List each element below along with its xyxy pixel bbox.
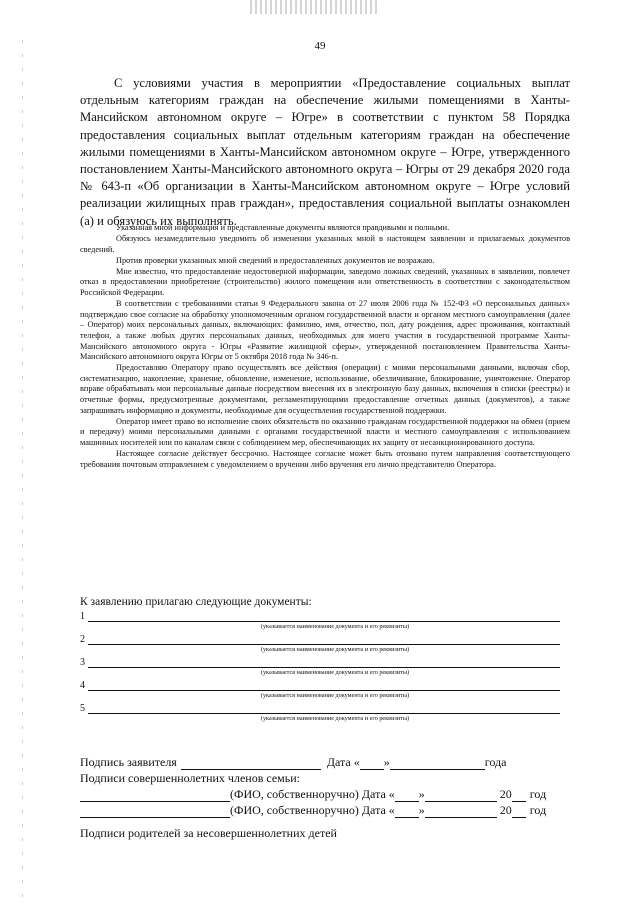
applicant-signature-label: Подпись заявителя — [80, 755, 177, 769]
intro-paragraph: С условиями участия в мероприятии «Предоставление социальных выплат отдельным категориям граждан на обеспечение жилыми помещениями в Ханты-Мансийском автономном округе – Югре» в соответствии с пунктом 58 Порядка предоставления социальных выплат отдельным категориям граждан на обеспечение жилыми помещениями в Ханты-Мансийском автономном округе – Югре, утвержденного постановлением Ханты-Мансийского автономного округа – Югры от 29 декабря 2020 года № 643-п «Об организации в Ханты-Мансийском автономном округе – Югре условий реализации жилищных прав граждан», предоставления социальной выплаты ознакомлен (а) и обязуюсь их выполнять. — [80, 76, 570, 228]
signature-section — [80, 754, 560, 818]
document-row — [80, 656, 560, 668]
consent-paragraph: Оператор имеет право во исполнение своих обязательств по оказанию гражданам государственной поддержки на обмен (прием и передачу) моими персональными данными с органами государственной власти и местного самоуправления с использованием машинных носителей или по каналам связи с соблюдением мер, обеспечивающих их защиту от несанкционированного доступа. — [80, 416, 570, 447]
document-hint: (указывается наименование документа и его реквизиты) — [260, 646, 410, 653]
document-hint: (указывается наименование документа и его реквизиты) — [260, 669, 410, 676]
date-month-line[interactable] — [425, 805, 497, 818]
consent-paragraph: Предоставляю Оператору право осуществлять все действия (операции) с моими персональными данными, включая сбор, систематизацию, накопление, хранение, обновление, изменение, использование, обезличивание, блокирование, уничтожение. Оператор вправе обрабатывать мои персональные данные посредством внесения их в электронную базу данных, включения в списки (реестры) и отчетные формы, предусмотренные документами, регламентирующими предоставление отчетных данных (документов), а также запрашивать информацию и документы, необходимые для осуществления государственной поддержки. — [80, 363, 570, 415]
consent-paragraph: Против проверки указанных мной сведений и предоставленных документов не возражаю. — [116, 255, 435, 265]
year-suffix-line[interactable] — [512, 789, 526, 802]
fio-label: (ФИО, собственноручно) Дата « — [230, 787, 395, 801]
document-row — [80, 610, 560, 622]
consent-paragraph: Обязуюсь незамедлительно уведомить об изменении указанных мной в настоящем заявлении и прилагаемых документов сведений. — [80, 234, 570, 254]
document-number: 5 — [80, 703, 85, 714]
applicant-signature-row — [80, 754, 560, 770]
document-input-line[interactable] — [88, 703, 560, 714]
year-prefix: 20 — [499, 787, 512, 801]
consent-section — [80, 223, 570, 471]
consent-paragraph: Указанная мной информация и представленные документы являются правдивыми и полными. — [116, 223, 450, 232]
date-quote-close: » — [383, 755, 390, 769]
year-prefix: 20 — [499, 803, 512, 817]
attachments-section — [80, 596, 560, 725]
date-month-line[interactable] — [390, 757, 485, 770]
date-quote-close: » — [418, 787, 425, 801]
parents-signature-label: Подписи родителей за несовершеннолетних детей — [80, 826, 337, 840]
consent-paragraph: Настоящее согласие действует бессрочно. Настоящее согласие может быть отозвано путем направления соответствующего требования почтовым отправлением с уведомлением о вручении либо вручения его лично представителю Оператора. — [80, 448, 570, 469]
year-suffix-line[interactable] — [512, 805, 526, 818]
document-number: 4 — [80, 680, 85, 691]
scan-artifact — [250, 0, 380, 14]
date-day-line[interactable] — [360, 757, 384, 770]
document-number: 2 — [80, 634, 85, 645]
family-signatures-label: Подписи совершеннолетних членов семьи: — [80, 771, 300, 785]
document-hint: (указывается наименование документа и его реквизиты) — [260, 623, 410, 630]
attachments-heading: К заявлению прилагаю следующие документы: — [80, 596, 312, 608]
applicant-signature-line[interactable] — [181, 757, 321, 770]
year-label-short: год — [529, 787, 547, 801]
document-input-line[interactable] — [88, 634, 560, 645]
date-day-line[interactable] — [395, 805, 419, 818]
date-label: Дата « — [326, 755, 360, 769]
date-quote-close: » — [418, 803, 425, 817]
document-row — [80, 679, 560, 691]
document-input-line[interactable] — [88, 611, 560, 622]
family-signature-row — [80, 786, 560, 802]
year-label: года — [484, 755, 507, 769]
binding-holes — [22, 40, 23, 900]
consent-paragraph: В соответствии с требованиями статьи 9 Федерального закона от 27 июля 2006 года № 152-ФЗ «О персональных данных» подтверждаю свое согласие на обработку уполномоченным органом государственной власти и органом местного самоуправления (далее – Оператор) моих персональных данных, включающих: фамилию, имя, отчество, пол, дату рождения, адрес проживания, контактный телефон, а также любых других персональных данных, необходимых для моего участия в государственной программе Ханты-Мансийского автономного округа - Югры «Развитие жилищной сферы», утвержденной постановлением Правительства Ханты-Мансийского автономного округа Югры от 5 октября 2018 года № 346-п. — [80, 299, 570, 362]
family-signature-row — [80, 802, 560, 818]
fio-label: (ФИО, собственноручно) Дата « — [230, 803, 395, 817]
document-input-line[interactable] — [88, 680, 560, 691]
document-row — [80, 702, 560, 714]
year-label-short: год — [529, 803, 547, 817]
document-number: 3 — [80, 657, 85, 668]
document-number: 1 — [80, 611, 85, 622]
consent-paragraph: Мне известно, что предоставление недостоверной информации, заведомо ложных сведений, указанных в заявлении, повлечет отказ в предоставлении приобретение (строительство) жилого помещения или ответственность в соответствии с законодательством Российской Федерации. — [80, 266, 570, 298]
family-signature-line[interactable] — [80, 789, 230, 802]
page-number: 49 — [314, 40, 326, 52]
document-hint: (указывается наименование документа и его реквизиты) — [260, 715, 410, 722]
document-input-line[interactable] — [88, 657, 560, 668]
intro-section — [80, 75, 570, 230]
family-signature-line[interactable] — [80, 805, 230, 818]
date-day-line[interactable] — [395, 789, 419, 802]
document-hint: (указывается наименование документа и его реквизиты) — [260, 692, 410, 699]
document-row — [80, 633, 560, 645]
date-month-line[interactable] — [425, 789, 497, 802]
